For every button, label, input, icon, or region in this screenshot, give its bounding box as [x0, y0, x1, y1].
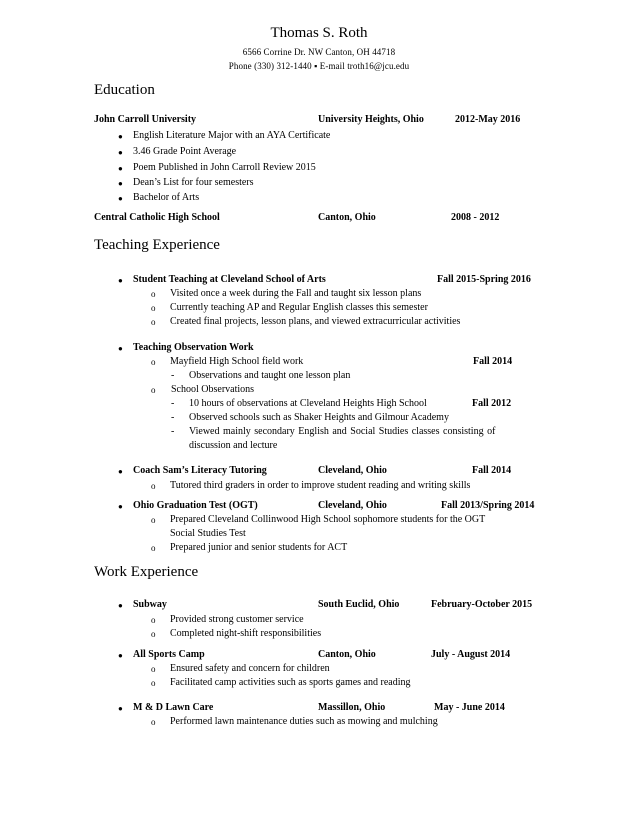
list-item: Currently teaching AP and Regular English classes this semester [170, 302, 428, 313]
list-item: Mayfield High School field work [170, 356, 304, 367]
ogt-location: Cleveland, Ohio [318, 500, 387, 511]
list-item: 10 hours of observations at Cleveland Heights High School [189, 398, 427, 409]
dash-icon: - [171, 426, 175, 437]
list-item: Observed schools such as Shaker Heights and Gilmour Academy [189, 412, 449, 423]
circle-bullet-icon: o [151, 303, 156, 313]
subway-title: Subway [133, 599, 167, 610]
jcu-location: University Heights, Ohio [318, 114, 424, 125]
list-item: 3.46 Grade Point Average [133, 146, 237, 157]
md-title: M & D Lawn Care [133, 702, 214, 713]
obs-title: Teaching Observation Work [133, 342, 254, 353]
sub1-dates: Fall 2012 [472, 398, 512, 409]
list-item: Prepared Cleveland Collinwood High School sophomore students for the OGT [170, 514, 486, 525]
bullet-icon: ● [118, 502, 123, 511]
list-item: English Literature Major with an AYA Certificate [133, 130, 331, 141]
list-item: Tutored third graders in order to improve student reading and writing skills [170, 480, 471, 491]
list-item: Bachelor of Arts [133, 192, 200, 203]
ccc-location: Canton, Ohio [318, 212, 376, 223]
bullet-icon: ● [118, 344, 123, 353]
circle-bullet-icon: o [151, 515, 156, 525]
circle-bullet-icon: o [151, 385, 156, 395]
list-item: Facilitated camp activities such as sports games and reading [170, 677, 411, 688]
bullet-icon: ● [118, 601, 123, 610]
dash-icon: - [171, 370, 175, 381]
list-item: Visited once a week during the Fall and taught six lesson plans [170, 288, 422, 299]
bullet-icon: ● [118, 467, 123, 476]
bullet-icon: ● [118, 704, 123, 713]
bullet-icon: ● [118, 179, 123, 188]
circle-bullet-icon: o [151, 357, 156, 367]
section-title-work: Work Experience [94, 564, 199, 580]
subway-location: South Euclid, Ohio [318, 599, 400, 610]
bullet-icon: ● [118, 164, 123, 173]
csl-dates: Fall 2014 [472, 465, 512, 476]
dash-icon: - [171, 398, 175, 409]
list-item: Observations and taught one lesson plan [189, 370, 351, 381]
circle-bullet-icon: o [151, 717, 156, 727]
circle-bullet-icon: o [151, 629, 156, 639]
list-item: Viewed mainly secondary English and Social Studies classes consisting of [189, 426, 496, 437]
subway-dates: February-October 2015 [431, 599, 533, 610]
list-item: Ensured safety and concern for children [170, 663, 330, 674]
contact-line: Phone (330) 312-1440 ▪ E-mail troth16@jcu.edu [228, 61, 410, 71]
st-title: Student Teaching at Cleveland School of Arts [133, 274, 326, 285]
circle-bullet-icon: o [151, 664, 156, 674]
list-item: Provided strong customer service [170, 614, 304, 625]
md-location: Massillon, Ohio [318, 702, 386, 713]
asc-title: All Sports Camp [133, 649, 205, 660]
list-item: Social Studies Test [170, 528, 246, 539]
csl-location: Cleveland, Ohio [318, 465, 387, 476]
circle-bullet-icon: o [151, 543, 156, 553]
mayfield-dates: Fall 2014 [473, 356, 513, 367]
section-title-education: Education [94, 82, 155, 98]
asc-dates: July - August 2014 [431, 649, 511, 660]
bullet-icon: ● [118, 148, 123, 157]
st-dates: Fall 2015-Spring 2016 [437, 274, 531, 285]
circle-bullet-icon: o [151, 678, 156, 688]
circle-bullet-icon: o [151, 615, 156, 625]
bullet-icon: ● [118, 276, 123, 285]
list-item: discussion and lecture [189, 440, 278, 451]
csl-title: Coach Sam’s Literacy Tutoring [133, 465, 267, 476]
jcu-dates: 2012-May 2016 [455, 114, 521, 125]
address: 6566 Corrine Dr. NW Canton, OH 44718 [242, 47, 396, 57]
list-item: Created final projects, lesson plans, and viewed extracurricular activities [170, 316, 461, 327]
section-title-teaching: Teaching Experience [94, 237, 220, 253]
ccc-school: Central Catholic High School [94, 212, 220, 223]
dash-icon: - [171, 412, 175, 423]
list-item: School Observations [171, 384, 255, 395]
list-item: Prepared junior and senior students for ACT [170, 542, 348, 553]
circle-bullet-icon: o [151, 289, 156, 299]
bullet-icon: ● [118, 651, 123, 660]
md-dates: May - June 2014 [434, 702, 505, 713]
circle-bullet-icon: o [151, 317, 156, 327]
ogt-dates: Fall 2013/Spring 2014 [441, 500, 535, 511]
list-item: Dean’s List for four semesters [133, 177, 254, 188]
list-item: Completed night-shift responsibilities [170, 628, 322, 639]
bullet-icon: ● [118, 132, 123, 141]
circle-bullet-icon: o [151, 481, 156, 491]
ccc-dates: 2008 - 2012 [451, 212, 500, 223]
list-item: Poem Published in John Carroll Review 2015 [133, 162, 316, 173]
list-item: Performed lawn maintenance duties such as mowing and mulching [170, 716, 438, 727]
bullet-icon: ● [118, 194, 123, 203]
jcu-school: John Carroll University [94, 114, 197, 125]
ogt-title: Ohio Graduation Test (OGT) [133, 500, 258, 511]
asc-location: Canton, Ohio [318, 649, 376, 660]
resume-name: Thomas S. Roth [270, 25, 368, 41]
